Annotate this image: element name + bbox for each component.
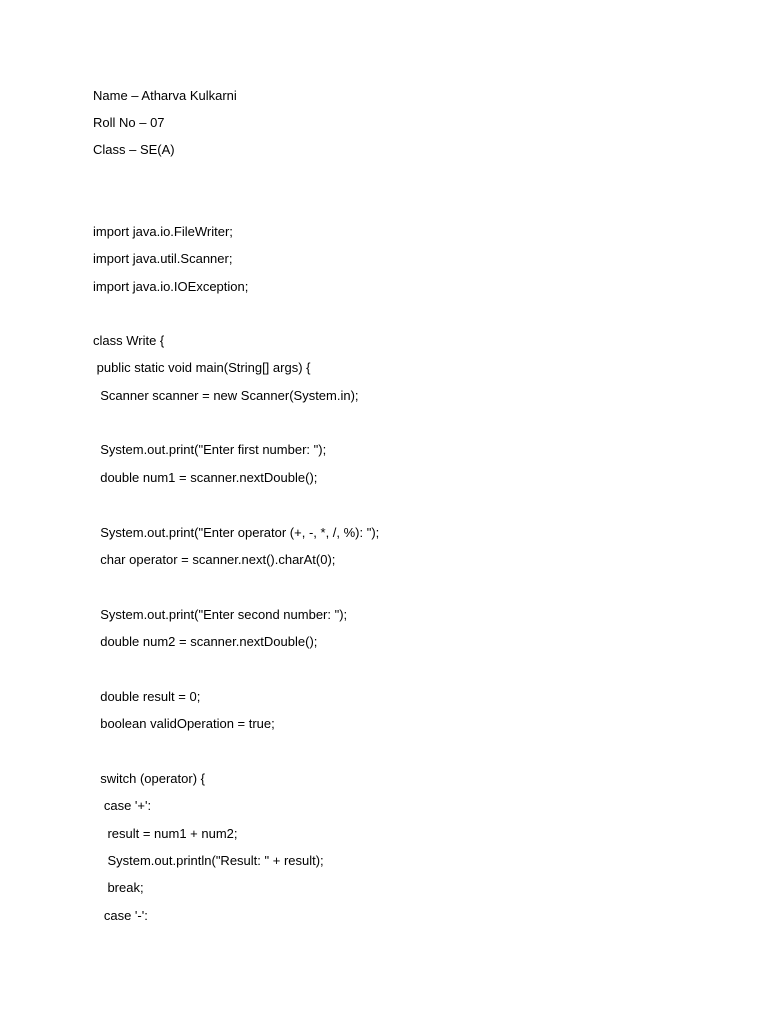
code-line: switch (operator) { bbox=[93, 771, 205, 786]
code-line: System.out.print("Enter first number: "); bbox=[93, 442, 327, 457]
code-line: System.out.println("Result: " + result); bbox=[93, 853, 324, 868]
code-line: import java.util.Scanner; bbox=[93, 251, 233, 266]
code-line: import java.io.FileWriter; bbox=[93, 224, 233, 239]
code-line: public static void main(String[] args) { bbox=[93, 360, 311, 375]
code-line: double result = 0; bbox=[93, 689, 201, 704]
code-line: import java.io.IOException; bbox=[93, 279, 249, 294]
code-line: System.out.print("Enter operator (+, -, *, /, %): "); bbox=[93, 525, 380, 540]
code-line: char operator = scanner.next().charAt(0); bbox=[93, 552, 336, 567]
code-line: case '-': bbox=[93, 908, 148, 923]
code-line: case '+': bbox=[93, 798, 152, 813]
code-line: System.out.print("Enter second number: "); bbox=[93, 607, 348, 622]
code-line: result = num1 + num2; bbox=[93, 826, 238, 841]
roll-number: Roll No – 07 bbox=[93, 115, 165, 130]
code-line: class Write { bbox=[93, 333, 165, 348]
code-line: Scanner scanner = new Scanner(System.in); bbox=[93, 388, 359, 403]
code-line: break; bbox=[93, 880, 144, 895]
code-line: boolean validOperation = true; bbox=[93, 716, 275, 731]
code-line: double num1 = scanner.nextDouble(); bbox=[93, 470, 318, 485]
student-name: Name – Atharva Kulkarni bbox=[93, 88, 237, 103]
code-line: double num2 = scanner.nextDouble(); bbox=[93, 634, 318, 649]
class-info: Class – SE(A) bbox=[93, 142, 175, 157]
